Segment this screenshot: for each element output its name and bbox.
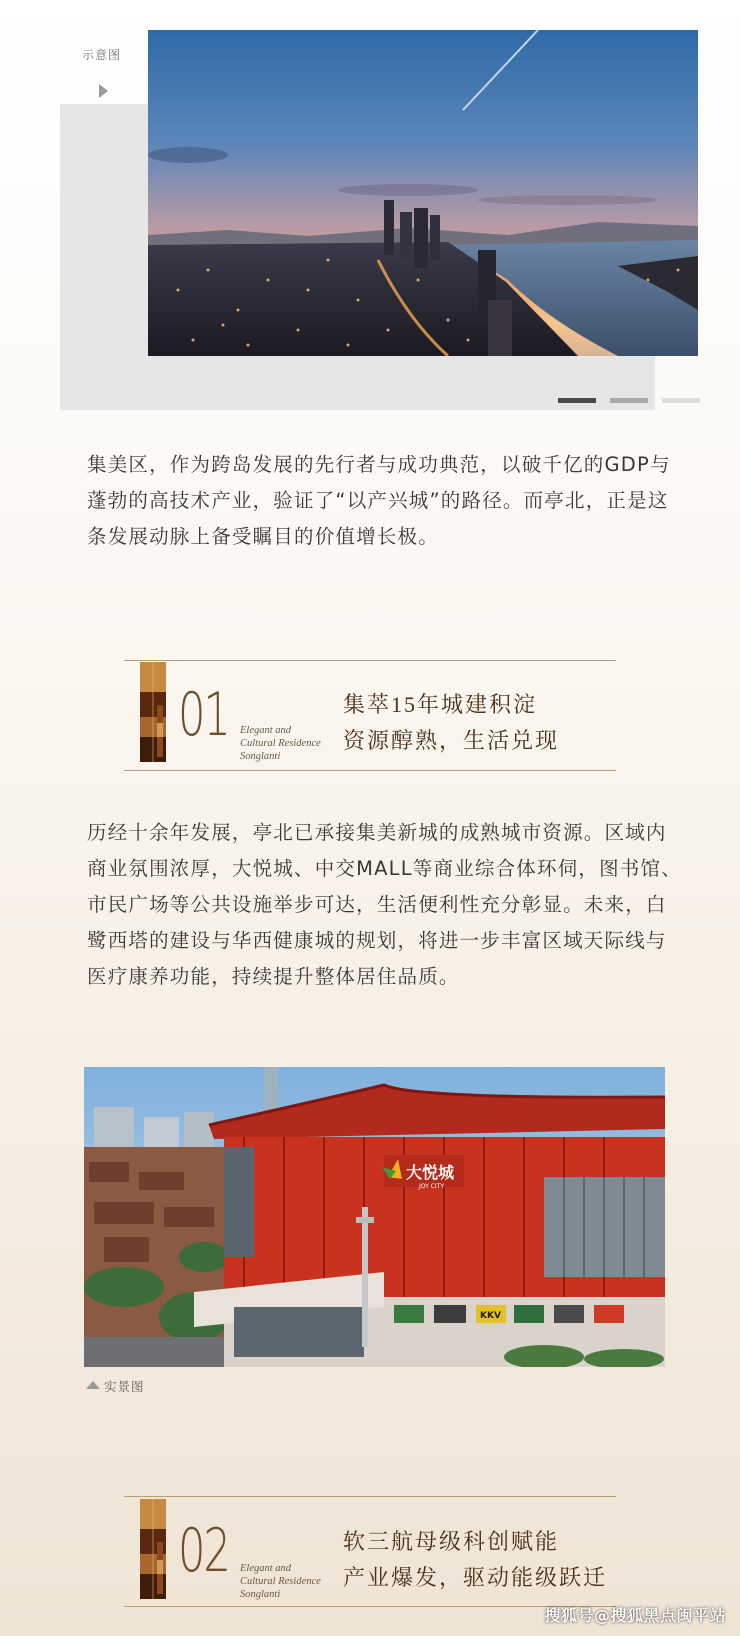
city-skyline-photo[interactable] [148, 30, 698, 356]
carousel-dot-3[interactable] [662, 398, 700, 403]
section-en-line-3: Songlanti [240, 751, 281, 762]
shop-sign-kkv: KKV [480, 1311, 501, 1321]
section-en-line-2: Cultural Residence [240, 738, 321, 749]
section-title-line-1: 软三航母级科创赋能 [343, 1529, 560, 1554]
decor-stripe-narrow [157, 705, 163, 757]
section1-paragraph: 历经十余年发展，亭北已承接集美新城的成熟城市资源。区域内商业氛围浓厚，大悦城、中交MALL等商业综合体环伺，图书馆、市民广场等公共设施举步可达，生活便利性充分彰显。未来，白鹭西塔的建设与华西健康城的规划，将进一步丰富区域天际线与医疗康养功能，持续提升整体居住品质。 [87, 821, 682, 988]
caption-triangle-icon [86, 1381, 100, 1389]
city-skyline-illustration [148, 30, 698, 356]
section-number-01: 01 [178, 680, 229, 750]
section-header-top-rule [124, 1496, 616, 1497]
intro-paragraph: 集美区，作为跨岛发展的先行者与成功典范，以破千亿的GDP与蓬勃的高技术产业，验证了“以产兴城”的路径。而亭北，正是这条发展动脉上备受瞩目的价值增长极。 [87, 453, 671, 548]
figure-caption-schematic: 示意图 [82, 48, 122, 62]
section-title-line-1: 集萃15年城建积淀 [343, 692, 538, 717]
mall-illustration [84, 1067, 665, 1367]
section-title-line-2: 产业爆发，驱动能级跃迁 [343, 1565, 608, 1590]
section-header-bottom-rule [124, 1606, 616, 1607]
joy-city-mall-photo[interactable] [84, 1067, 665, 1367]
sohu-watermark: 搜狐号@搜狐黑点闽平站 [544, 1606, 726, 1625]
decor-stripe-narrow-graphic [157, 1542, 163, 1594]
section-header-bottom-rule [124, 770, 616, 771]
section-title-line-2: 资源醇熟，生活兑现 [343, 728, 560, 753]
section-en-line-1: Elegant and [240, 1563, 292, 1574]
play-triangle-icon [99, 84, 108, 98]
section-en-line-3: Songlanti [240, 1589, 281, 1600]
decor-stripe-narrow-graphic [157, 705, 163, 757]
section-en-line-2: Cultural Residence [240, 1576, 321, 1587]
carousel-dot-1[interactable] [558, 398, 596, 403]
carousel-dot-2[interactable] [610, 398, 648, 403]
mall-sign-text: 大悦城 [406, 1163, 455, 1182]
section-header-top-rule [124, 660, 616, 661]
section-number-02: 02 [178, 1516, 229, 1586]
decor-stripe-narrow [157, 1542, 163, 1594]
figure-caption-real: 实景图 [104, 1379, 145, 1394]
section-en-line-1: Elegant and [240, 725, 292, 736]
mall-sign-subtext: JOY CITY [419, 1183, 445, 1190]
